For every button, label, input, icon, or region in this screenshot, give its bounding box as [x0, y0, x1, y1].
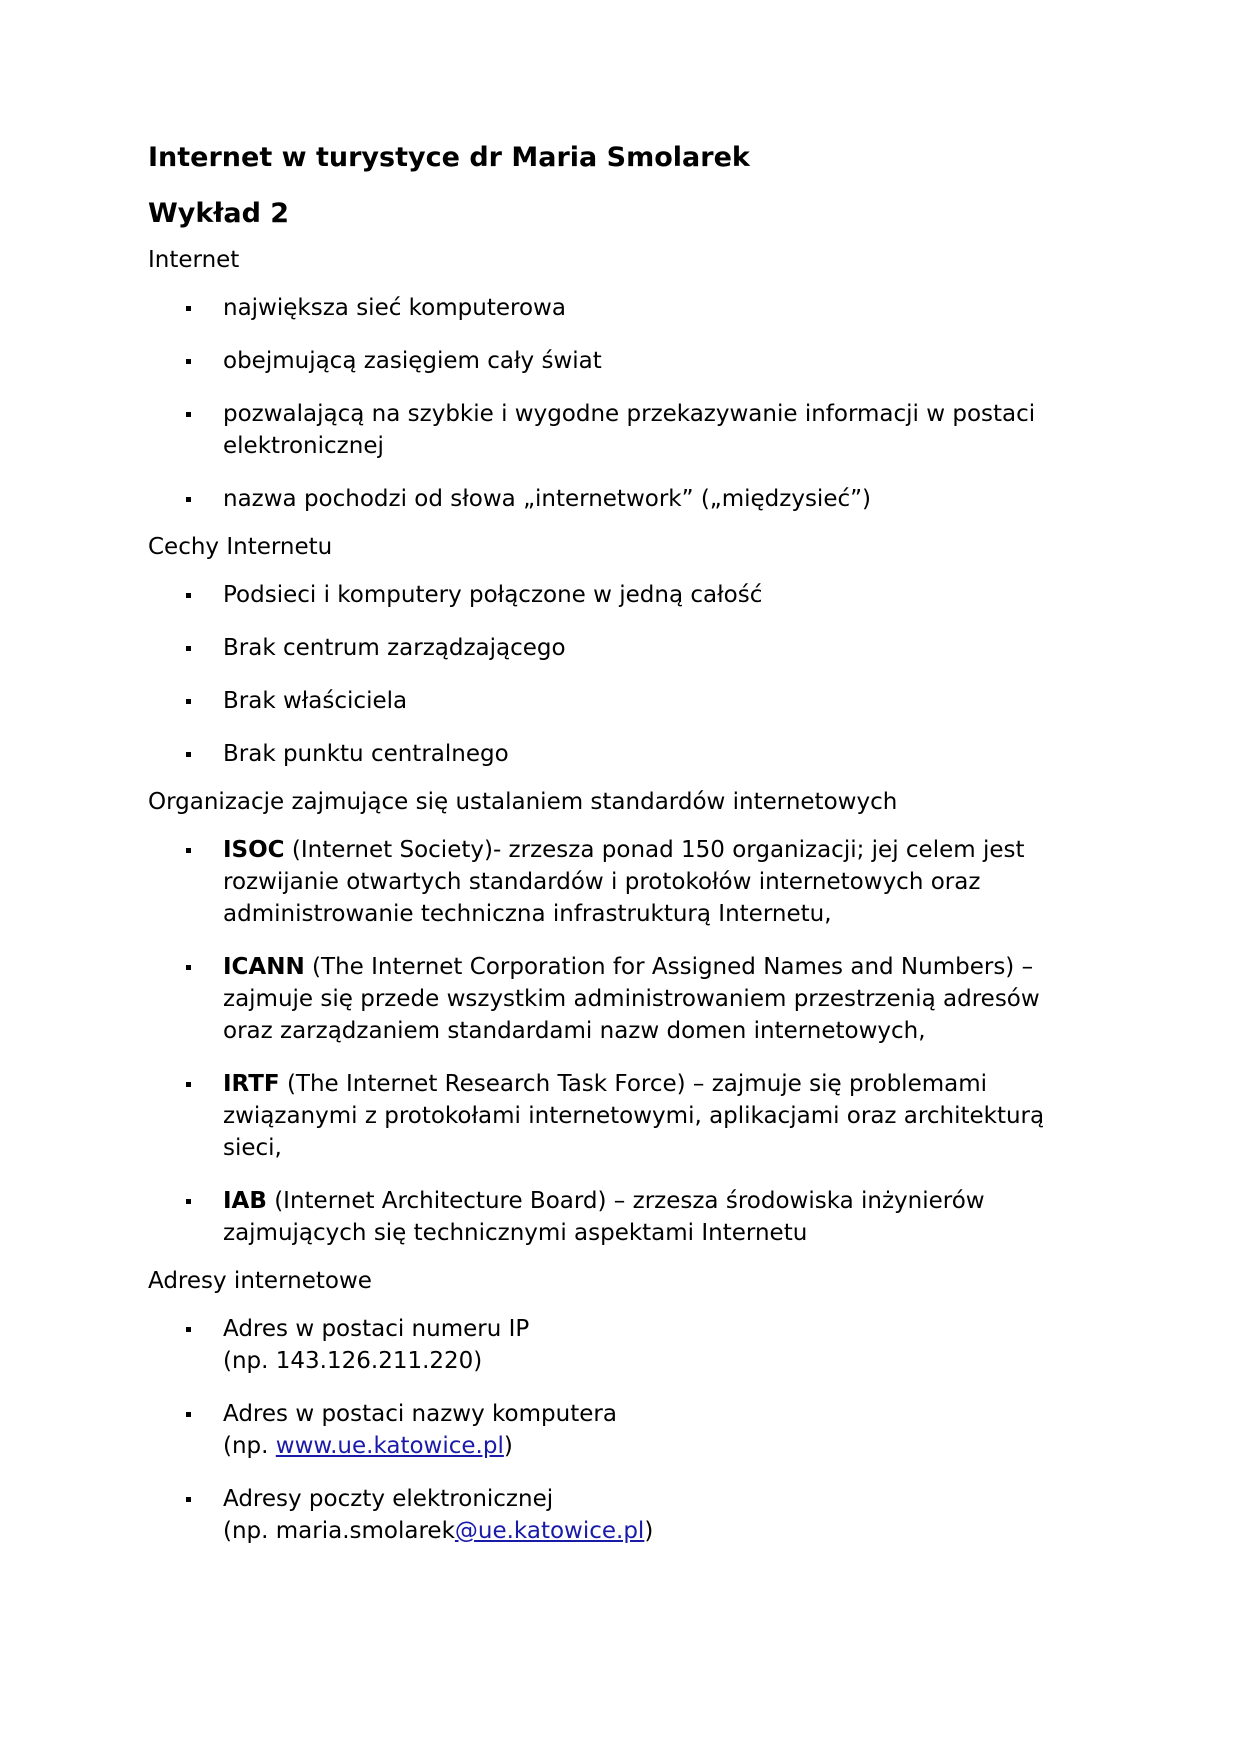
bullet-icon — [186, 848, 191, 853]
org-description: (Internet Architecture Board) – zrzesza środowiska inżynierów zajmujących się technicznymi aspektami Internetu — [223, 1188, 985, 1246]
features-list — [148, 579, 1078, 770]
list-item-text: największa sieć komputerowa — [223, 295, 566, 321]
bullet-icon — [186, 1497, 191, 1502]
bullet-icon — [186, 699, 191, 704]
list-item — [148, 738, 1078, 770]
bullet-icon — [186, 1082, 191, 1087]
list-item — [148, 1185, 1078, 1249]
list-item — [148, 1398, 1078, 1462]
list-item-text: Brak centrum zarządzającego — [223, 635, 566, 661]
lecture-heading: Wykład 2 — [148, 198, 290, 229]
bullet-icon — [186, 1412, 191, 1417]
org-abbreviation: ISOC — [223, 837, 285, 863]
list-item — [148, 1068, 1078, 1164]
bullet-icon — [186, 412, 191, 417]
list-item-text: Podsieci i komputery połączone w jedną całość — [223, 582, 763, 608]
org-abbreviation: IRTF — [223, 1071, 280, 1097]
bullet-icon — [186, 306, 191, 311]
address-example-suffix: ) — [644, 1518, 654, 1544]
bullet-icon — [186, 965, 191, 970]
list-item — [148, 1483, 1078, 1547]
list-item — [148, 834, 1078, 930]
list-item — [148, 632, 1078, 664]
address-label: Adresy poczty elektronicznej — [223, 1486, 554, 1512]
address-example-prefix: (np. — [223, 1433, 276, 1459]
internet-list — [148, 292, 1078, 515]
address-example-prefix: (np. maria.smolarek — [223, 1518, 455, 1544]
bullet-icon — [186, 593, 191, 598]
addresses-list — [148, 1313, 1078, 1547]
address-example-suffix: ) — [503, 1433, 513, 1459]
list-item-text: Brak właściciela — [223, 688, 408, 714]
list-item — [148, 345, 1078, 377]
bullet-icon — [186, 752, 191, 757]
organizations-list — [148, 834, 1078, 1249]
list-item — [148, 951, 1078, 1047]
list-item-text: obejmującą zasięgiem cały świat — [223, 348, 602, 374]
bullet-icon — [186, 646, 191, 651]
org-abbreviation: IAB — [223, 1188, 267, 1214]
org-description: (The Internet Research Task Force) – zajmuje się problemami związanymi z protokołami internetowymi, aplikacjami oraz architekturą sieci, — [223, 1071, 1045, 1161]
address-example: (np. 143.126.211.220) — [223, 1348, 483, 1374]
list-item — [148, 483, 1078, 515]
document-page — [148, 140, 1078, 1563]
list-item-text: pozwalającą na szybkie i wygodne przekazywanie informacji w postaci elektronicznej — [223, 401, 1036, 459]
bullet-icon — [186, 1199, 191, 1204]
list-item-text: nazwa pochodzi od słowa „internetwork” („międzysieć”) — [223, 486, 871, 512]
address-label: Adres w postaci nazwy komputera — [223, 1401, 617, 1427]
section-heading-internet: Internet — [148, 247, 240, 273]
section-heading-organizations: Organizacje zajmujące się ustalaniem standardów internetowych — [148, 789, 898, 815]
section-heading-features: Cechy Internetu — [148, 534, 333, 560]
website-link[interactable]: www.ue.katowice.pl — [275, 1433, 504, 1459]
org-description: (Internet Society)- zrzesza ponad 150 organizacji; jej celem jest rozwijanie otwartych standardów i protokołów internetowych oraz administrowanie techniczna infrastrukturą Internetu, — [223, 837, 1025, 927]
bullet-icon — [186, 497, 191, 502]
list-item — [148, 685, 1078, 717]
org-description: (The Internet Corporation for Assigned Names and Numbers) – zajmuje się przede wszystkim administrowaniem przestrzenią adresów oraz zarządzaniem standardami nazw domen internetowych, — [223, 954, 1040, 1044]
list-item — [148, 398, 1078, 462]
document-title: Internet w turystyce dr Maria Smolarek — [148, 142, 750, 173]
address-label: Adres w postaci numeru IP — [223, 1316, 530, 1342]
list-item-text: Brak punktu centralnego — [223, 741, 509, 767]
section-heading-addresses: Adresy internetowe — [148, 1268, 372, 1294]
org-abbreviation: ICANN — [223, 954, 305, 980]
list-item — [148, 292, 1078, 324]
email-link[interactable]: @ue.katowice.pl — [454, 1518, 645, 1544]
bullet-icon — [186, 1327, 191, 1332]
bullet-icon — [186, 359, 191, 364]
list-item — [148, 579, 1078, 611]
list-item — [148, 1313, 1078, 1377]
